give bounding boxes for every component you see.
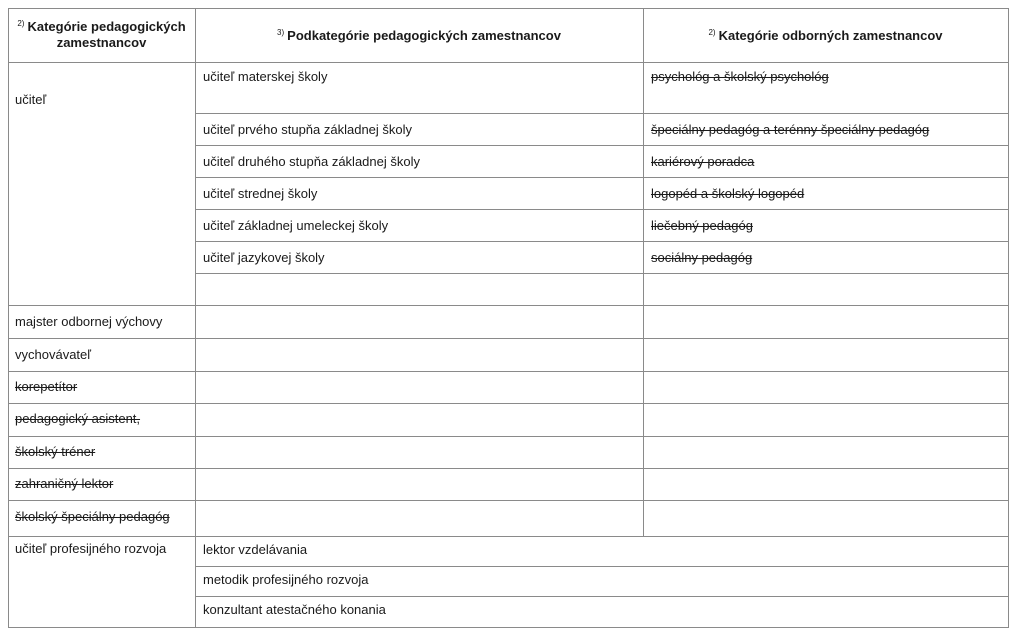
header-col3-footnote: 2) — [708, 27, 716, 37]
subcategory-cell: učiteľ strednej školy — [203, 186, 318, 201]
subcategory-cell: učiteľ druhého stupňa základnej školy — [203, 154, 420, 169]
row-line — [8, 436, 1009, 437]
header-col1-footnote: 2) — [17, 18, 25, 28]
header-bottom-line — [8, 62, 1009, 63]
category-row: vychovávateľ — [15, 347, 92, 362]
table-border-left — [8, 8, 9, 628]
header-col2 — [195, 28, 643, 44]
header-col2-footnote: 3) — [277, 27, 285, 37]
row-line — [195, 566, 1009, 567]
header-col2-label: Podkategórie pedagogických zamestnancov — [287, 28, 561, 43]
table-border-col3 — [643, 8, 644, 536]
row-line — [8, 305, 1009, 306]
row-line — [8, 371, 1009, 372]
category-ucitel-profesijneho-rozvoja: učiteľ profesijného rozvoja — [15, 541, 167, 556]
header-col1-line2: zamestnancov — [56, 35, 147, 50]
subcategory-cell: metodik profesijného rozvoja — [203, 572, 369, 587]
category-row: školský špeciálny pedagóg — [15, 509, 170, 524]
header-col1-line1: Kategórie pedagogických — [27, 19, 186, 34]
category-ucitel: učiteľ — [15, 92, 47, 107]
header-col3 — [643, 28, 1008, 44]
header-col1 — [8, 19, 195, 51]
odborny-cell: špeciálny pedagóg a terénny špeciálny pedagóg — [651, 122, 930, 137]
odborny-cell: psychológ a školský psychológ — [651, 69, 829, 84]
subcategory-cell: lektor vzdelávania — [203, 542, 308, 557]
row-line — [8, 500, 1009, 501]
row-line — [8, 403, 1009, 404]
row-line — [195, 209, 1009, 210]
subcategory-cell: konzultant atestačného konania — [203, 602, 386, 617]
odborny-cell: liečebný pedagóg — [651, 218, 753, 233]
category-row: majster odbornej výchovy — [15, 314, 163, 329]
category-row: zahraničný lektor — [15, 476, 114, 491]
row-line — [8, 468, 1009, 469]
table-border-col2 — [195, 8, 196, 628]
table-border-top — [8, 8, 1009, 9]
row-line — [195, 241, 1009, 242]
subcategory-cell: učiteľ prvého stupňa základnej školy — [203, 122, 413, 137]
table-border-bottom — [8, 627, 1009, 628]
row-line — [195, 145, 1009, 146]
row-line — [195, 596, 1009, 597]
category-row: pedagogický asistent, — [15, 411, 141, 426]
row-line — [195, 113, 1009, 114]
row-line — [195, 177, 1009, 178]
row-line — [8, 338, 1009, 339]
header-col3-label: Kategórie odborných zamestnancov — [718, 28, 943, 43]
subcategory-cell: učiteľ základnej umeleckej školy — [203, 218, 389, 233]
category-row: korepetítor — [15, 379, 78, 394]
odborny-cell: logopéd a školský logopéd — [651, 186, 805, 201]
odborny-cell: sociálny pedagóg — [651, 250, 753, 265]
table-border-right — [1008, 8, 1009, 628]
row-line — [195, 273, 1009, 274]
odborny-cell: kariérový poradca — [651, 154, 755, 169]
subcategory-cell: učiteľ materskej školy — [203, 69, 328, 84]
table-border-lastblock — [195, 536, 196, 628]
row-line — [8, 536, 1009, 537]
category-row: školský tréner — [15, 444, 96, 459]
subcategory-cell: učiteľ jazykovej školy — [203, 250, 325, 265]
